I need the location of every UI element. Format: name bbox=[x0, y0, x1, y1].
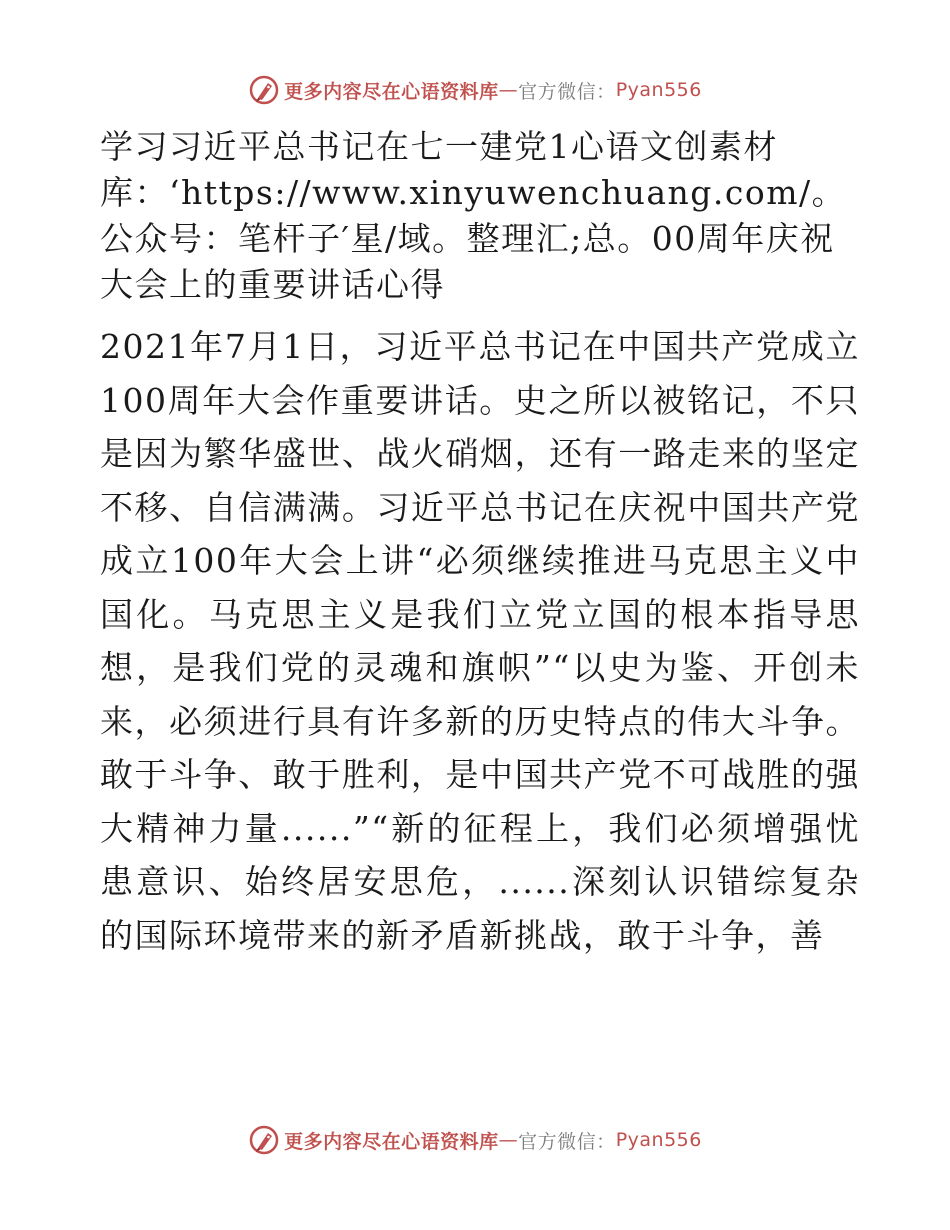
footer-watermark bbox=[0, 1124, 950, 1156]
watermark-label: 官方微信： bbox=[518, 1130, 616, 1153]
title-paragraph: 学习习近平总书记在七一建党1心语文创素材库：‘https://www.xinyuwenchuang.com/。公众号：笔杆子′星/域。整理汇;总。00周年庆祝大会上的重要讲话心得 bbox=[100, 127, 847, 304]
watermark-wechat-id: Pyan556 bbox=[615, 1129, 702, 1151]
body-paragraph: 2021年7月1日，习近平总书记在中国共产党成立100周年大会作重要讲话。史之所以被铭记，不只是因为繁华盛世、战火硝烟，还有一路走来的坚定不移、自信满满。习近平总书记在庆祝中国共产党成立100年大会上讲“必须继续推进马克思主义中国化。马克思主义是我们立党立国的根本指导思想，是我们党的灵魂和旗帜”“以史为鉴、开创未来，必须进行具有许多新的历史特点的伟大斗争。敢于斗争、敢于胜利，是中国共产党不可战胜的强大精神力量......”“新的征程上，我们必须增强忧患意识、始终居安思危，......深刻认识错综复杂的国际环境带来的新矛盾新挑战，敢于斗争，善 bbox=[100, 327, 860, 955]
watermark-main-text: 更多内容尽在心语资料库 bbox=[284, 1130, 499, 1153]
document-body bbox=[100, 124, 860, 962]
pen-nib-logo-icon bbox=[248, 74, 280, 106]
header-watermark bbox=[0, 74, 950, 106]
pen-nib-logo-icon bbox=[248, 1124, 280, 1156]
watermark-separator: — bbox=[498, 1129, 519, 1151]
watermark-label: 官方微信： bbox=[518, 80, 616, 103]
watermark-separator: — bbox=[498, 79, 519, 101]
watermark-wechat-id: Pyan556 bbox=[615, 79, 702, 101]
watermark-main-text: 更多内容尽在心语资料库 bbox=[284, 80, 499, 103]
